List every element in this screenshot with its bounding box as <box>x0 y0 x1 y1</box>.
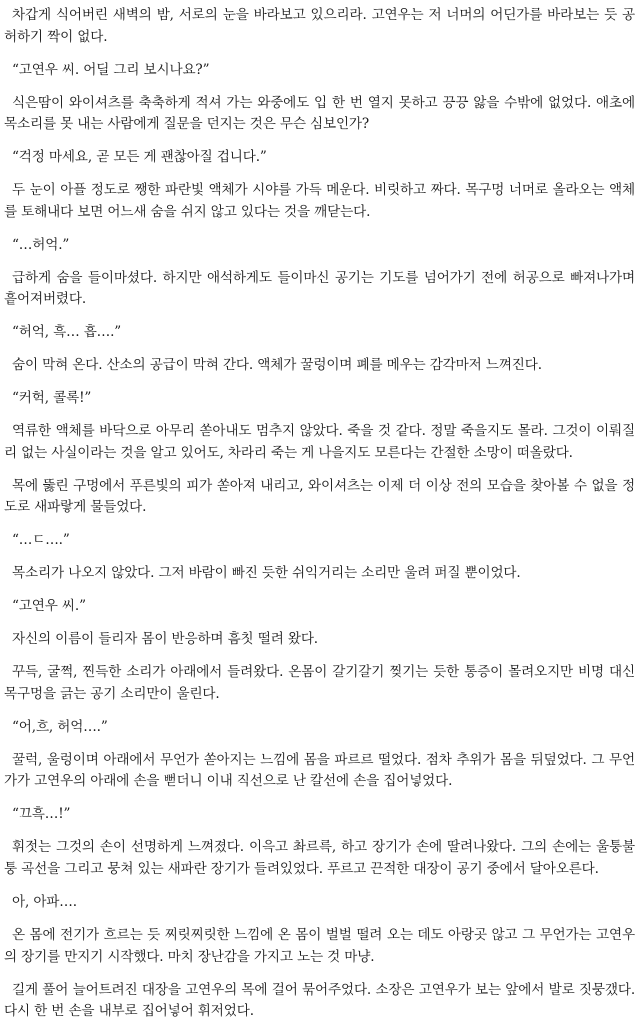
dialogue-line: “고연우 씨.” <box>12 598 86 615</box>
dialogue-line: “어,흐, 허억….” <box>12 718 108 735</box>
dialogue-line: “…ㄷ….” <box>12 532 70 549</box>
dialogue-line: “고연우 씨. 어딜 그리 보시나요?” <box>12 61 210 78</box>
paragraph: 길게 풀어 늘어트려진 대장을 고연우의 목에 걸어 묶어주었다. 소장은 고연우가 보는 앞에서 발로 짓뭉갰다. 다시 한 번 손을 내부로 집어넣어 휘저었다. <box>4 981 635 1020</box>
paragraph: 식은땀이 와이셔츠를 축축하게 적셔 가는 와중에도 입 한 번 열지 못하고 끙끙 앓을 수밖에 없었다. 애초에 목소리를 못 내는 사람에게 질문을 던지는 것은 무슨 심보인가? <box>4 94 635 133</box>
dialogue-line: “허억, 흑… 흡….” <box>12 324 122 341</box>
dialogue-line: “커헉, 콜록!” <box>12 390 92 407</box>
paragraph: 역류한 액체를 바닥으로 아무리 쏟아내도 멈추지 않았다. 죽을 것 같다. 정말 죽을지도 몰라. 그것이 이뤄질 리 없는 사실이라는 것을 알고 있어도, 차라리 죽는 게 나을지도 모른다는 간절한 소망이 떠올랐다. <box>4 423 635 461</box>
paragraph: 숨이 막혀 온다. 산소의 공급이 막혀 간다. 액체가 꿀렁이며 폐를 메우는 감각마저 느껴진다. <box>12 357 542 374</box>
paragraph: 목소리가 나오지 않았다. 그저 바람이 빠진 듯한 쉬익거리는 소리만 울려 퍼질 뿐이었다. <box>12 565 521 582</box>
dialogue-line: “끄흑…!” <box>12 806 71 823</box>
paragraph: 급하게 숨을 들이마셨다. 하지만 애석하게도 들이마신 공기는 기도를 넘어가기 전에 허공으로 빠져나가며 흩어져버렸다. <box>4 269 635 308</box>
paragraph: 꾸득, 굴쩍, 찐득한 소리가 아래에서 들려왔다. 온몸이 갈기갈기 찢기는 듯한 통증이 몰려오지만 비명 대신 목구멍을 긁는 공기 소리만이 울린다. <box>4 664 635 702</box>
document-body <box>4 5 635 1034</box>
paragraph: 휘젓는 그것의 손이 선명하게 느껴졌다. 이윽고 촤르륵, 하고 장기가 손에 딸려나왔다. 그의 손에는 울퉁불퉁 곡선을 그리고 뭉쳐 있는 새파란 장기가 들려있었다. 푸르고 끈적한 대장이 공기 중에서 달아오른다. <box>4 839 635 878</box>
paragraph: 아, 아파…. <box>12 894 77 911</box>
dialogue-line: “…허억.” <box>12 236 70 253</box>
paragraph: 차갑게 식어버린 새벽의 밤, 서로의 눈을 바라보고 있으리라. 고연우는 저 너머의 어딘가를 바라보는 듯 공허하기 짝이 없다. <box>4 7 635 45</box>
paragraph: 온 몸에 전기가 흐르는 듯 찌릿찌릿한 느낌에 온 몸이 벌벌 떨려 오는 데도 아랑곳 않고 그 무언가는 고연우의 장기를 만지기 시작했다. 마치 장난감을 가지고 노는 것 마냥. <box>4 927 635 965</box>
paragraph: 꿀럭, 울렁이며 아래에서 무언가 쏟아지는 느낌에 몸을 파르르 떨었다. 점차 추위가 몸을 뒤덮었다. 그 무언가가 고연우의 아래에 손을 뻗더니 이내 직선으로 난 칼선에 손을 집어넣었다. <box>4 751 635 790</box>
dialogue-line: “걱정 마세요, 곧 모든 게 괜찮아질 겁니다.” <box>12 149 267 166</box>
paragraph: 두 눈이 아플 정도로 쨍한 파란빛 액체가 시야를 가득 메운다. 비릿하고 짜다. 목구멍 너머로 올라오는 액체를 토해내다 보면 어느새 숨을 쉬지 않고 있다는 것을 깨닫는다. <box>4 182 635 220</box>
paragraph: 목에 뚫린 구멍에서 푸른빛의 피가 쏟아져 내리고, 와이셔츠는 이제 더 이상 전의 모습을 찾아볼 수 없을 정도로 새파랗게 물들었다. <box>4 477 635 516</box>
paragraph: 자신의 이름이 들리자 몸이 반응하며 흠칫 떨려 왔다. <box>12 631 318 648</box>
